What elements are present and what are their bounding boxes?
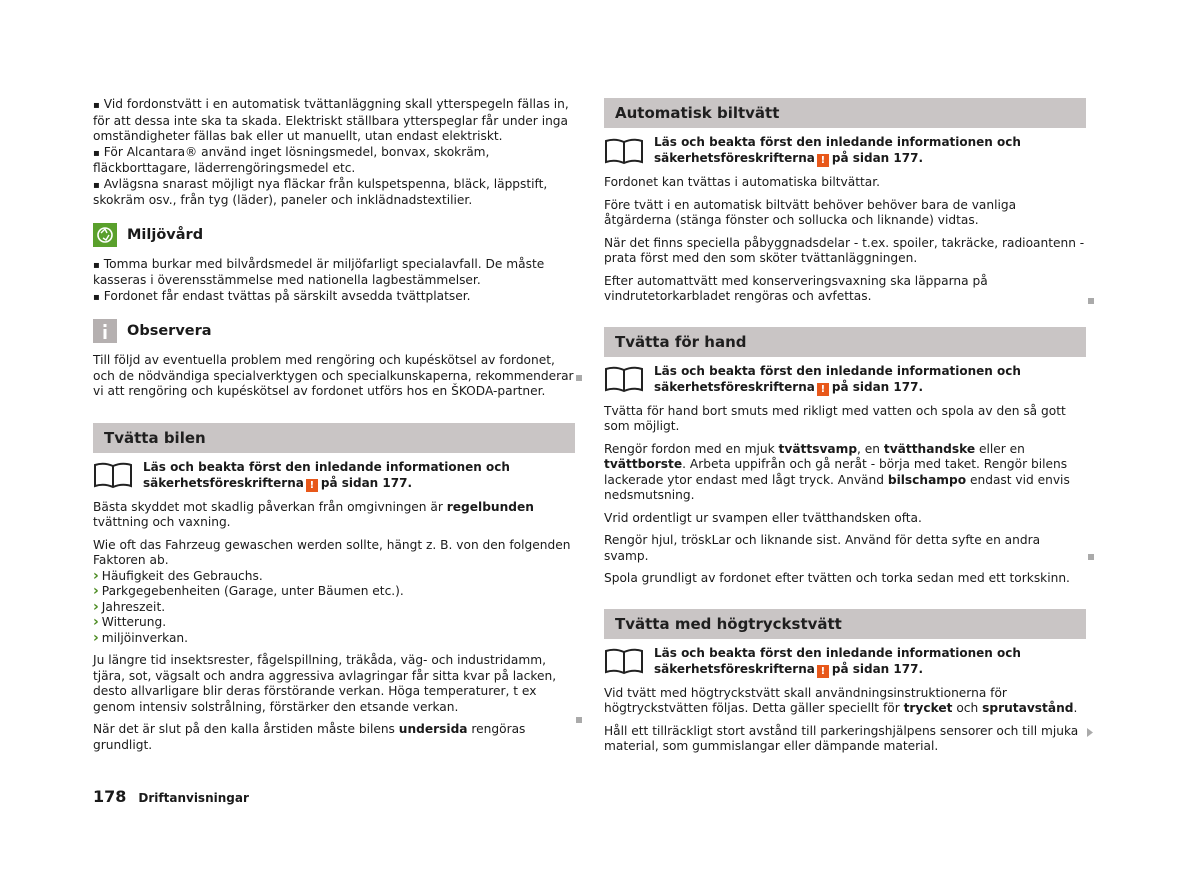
warning-icon: ! [817, 383, 829, 396]
list-item: › miljöinverkan. [93, 631, 575, 647]
note-page-ref[interactable]: på sidan 177. [831, 661, 923, 676]
paragraph: Bästa skyddet mot skadlig påverkan från omgivningen är regelbunden tvättning och vaxning. [93, 499, 534, 529]
book-icon [604, 137, 644, 165]
paragraph: Rengör fordon med en mjuk tvättsvamp, en tvätthandske eller en tvättborste. Arbeta uppifrån och gå neråt - börja med taket. Rengör bilens lackerade ytor endast med lågt tryck. Använd bilschampo endast vid envis nedsmutsning. [604, 441, 1070, 502]
paragraph: Håll ett tillräckligt stort avstånd till parkeringshjälpens sensorer och till mjuka material, som gummislangar eller dämpande material. [604, 723, 1079, 753]
info-note [604, 363, 1086, 396]
list-item: › Witterung. [93, 615, 575, 631]
note-page-ref[interactable]: på sidan 177. [320, 475, 412, 490]
section-end-mark [1088, 554, 1094, 560]
section-end-mark [576, 717, 582, 723]
info-note [604, 645, 1086, 678]
obs-heading [93, 319, 575, 343]
section-title-hogtryck: Tvätta med högtryckstvätt [604, 609, 1086, 639]
right-column [604, 98, 1086, 755]
warning-icon: ! [306, 479, 318, 492]
warning-icon: ! [817, 665, 829, 678]
left-column [93, 97, 575, 753]
continue-arrow-icon [1086, 728, 1094, 737]
info-note [93, 459, 575, 492]
paragraph: Efter automattvätt med konserveringsvaxning ska läpparna på vindrutetorkarbladet rengöras och avfettas. [604, 273, 988, 303]
paragraph: När det är slut på den kalla årstiden måste bilens undersida rengöras grundligt. [93, 722, 526, 752]
note-text: Läs och beakta först den inledande informationen och säkerhetsföreskrifterna [143, 459, 510, 490]
paragraph: Vid tvätt med högtryckstvätt skall användningsinstruktionerna för högtryckstvätten följas. Detta gäller speciellt för trycket och sprutavstånd. [604, 685, 1078, 715]
list-item: › Häufigkeit des Gebrauchs. [93, 569, 575, 585]
paragraph: Spola grundligt av fordonet efter tvätten och torka sedan med ett torkskinn. [604, 571, 1070, 585]
list-item: › Parkgegebenheiten (Garage, unter Bäumen etc.). [93, 584, 575, 600]
env-title: Miljövård [127, 226, 204, 243]
recycle-icon [93, 223, 117, 247]
note-page-ref[interactable]: på sidan 177. [831, 379, 923, 394]
note-text: Läs och beakta först den inledande informationen och säkerhetsföreskrifterna [654, 363, 1021, 394]
info-icon [93, 319, 117, 343]
bullet-alcantara: ▪ För Alcantara® använd inget lösningsmedel, bonvax, skokräm, fläckborttagare, läderrengöringsmedel etc. [93, 145, 575, 177]
list-item: › Jahreszeit. [93, 600, 575, 616]
book-icon [93, 461, 133, 489]
page-number: 178 [93, 787, 127, 806]
chapter-label: Driftanvisningar [138, 791, 249, 805]
obs-text: Till följd av eventuella problem med rengöring och kupéskötsel av fordonet, och de nödvändiga specialverktygen och specialkunskaperna, rekommenderar vi att rengöring och kupéskötsel av fordonet utförs hos en ŠKODA-partner. [93, 353, 574, 398]
paragraph: Rengör hjul, tröskLar och liknande sist. Använd för detta syfte en andra svamp. [604, 533, 1041, 563]
section-end-mark [1088, 298, 1094, 304]
paragraph: När det finns speciella påbyggnadsdelar - t.ex. spoiler, takräcke, radioantenn - prata först med den som sköter tvättanläggningen. [604, 235, 1085, 265]
warning-icon: ! [817, 154, 829, 167]
paragraph: Vrid ordentligt ur svampen eller tvätthandsken ofta. [604, 510, 922, 525]
section-title-automatisk: Automatisk biltvätt [604, 98, 1086, 128]
obs-title: Observera [127, 323, 212, 339]
section-end-mark [576, 375, 582, 381]
book-icon [604, 365, 644, 393]
paragraph: Fordonet kan tvättas i automatiska biltvättar. [604, 175, 881, 189]
paragraph: Ju längre tid insektsrester, fågelspillning, träkåda, väg- och industridamm, tjära, sot, vägsalt och andra aggressiva avlagringar får sitta kvar på lacken, desto allvarligare blir deras förstörande verkan. Höga temperaturer, t ex genom intensiv solstrålning, förstärker den etsande verkan. [93, 653, 557, 714]
paragraph: Wie oft das Fahrzeug gewaschen werden sollte, hängt z. B. von den folgenden Faktoren ab. [93, 537, 571, 567]
info-note [604, 134, 1086, 167]
note-text: Läs och beakta först den inledande informationen och säkerhetsföreskrifterna [654, 135, 1021, 165]
page-footer [93, 787, 249, 806]
note-page-ref[interactable]: på sidan 177. [831, 151, 923, 165]
section-title-tvatta-bilen: Tvätta bilen [93, 423, 575, 453]
env-heading [93, 223, 575, 247]
env-bullet: ▪ Fordonet får endast tvättas på särskilt avsedda tvättplatser. [93, 289, 575, 306]
bullet-stains: ▪ Avlägsna snarast möjligt nya fläckar från kulspetspenna, bläck, läppstift, skokräm osv., från tyg (läder), paneler och inklädnadstextilier. [93, 177, 575, 209]
env-bullet: ▪ Tomma burkar med bilvårdsmedel är miljöfarligt specialavfall. De måste kasseras i överensstämmelse med nationella lagbestämmelser. [93, 257, 575, 289]
book-icon [604, 647, 644, 675]
bullet-mirror: ▪ Vid fordonstvätt i en automatisk tvättanläggning skall ytterspegeln fällas in, för att dessa inte ska ta skada. Elektriskt ställbara ytterspeglar får under inga omständigheter fällas bak eller ut manuellt, utan endast elektriskt. [93, 97, 575, 145]
note-text: Läs och beakta först den inledande informationen och säkerhetsföreskrifterna [654, 645, 1021, 676]
section-title-for-hand: Tvätta för hand [604, 327, 1086, 357]
paragraph: Före tvätt i en automatisk biltvätt behöver behöver bara de vanliga åtgärderna (stänga fönster och sollucka och liknande) vidtas. [604, 197, 1017, 227]
paragraph: Tvätta för hand bort smuts med rikligt med vatten och spola av den så gott som möjligt. [604, 403, 1066, 433]
